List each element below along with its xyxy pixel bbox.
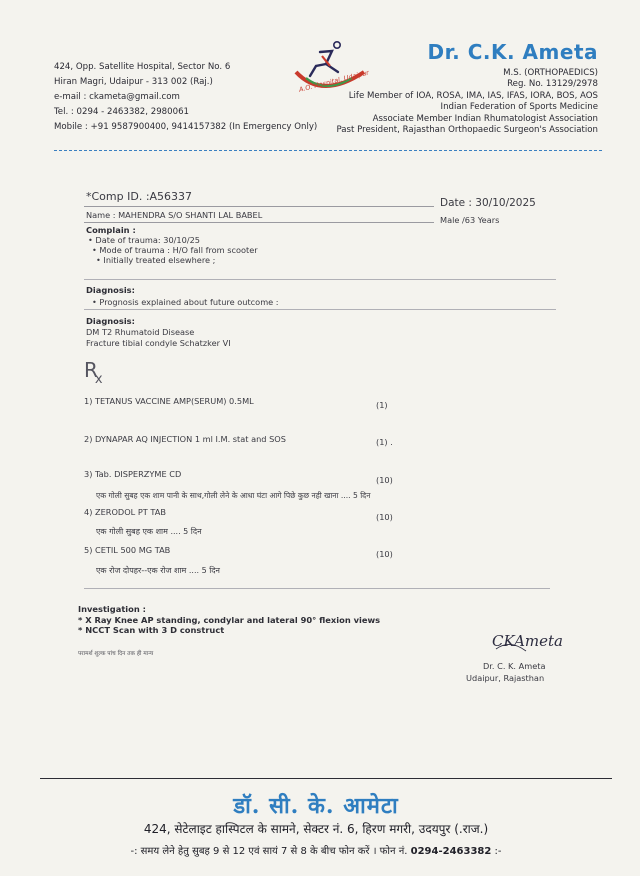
associate-line: Associate Member Indian Rhumatologist Association	[372, 113, 598, 124]
complain-divider	[84, 279, 556, 280]
email-line: e-mail : ckameta@gmail.com	[54, 92, 180, 102]
investigation-item: * NCCT Scan with 3 D construct	[78, 625, 225, 635]
header-right	[298, 40, 598, 136]
footer-timing-end: :-	[494, 846, 502, 857]
rx-divider	[84, 588, 550, 589]
medicine-qty: (10)	[376, 549, 393, 559]
complain-item: • Date of trauma: 30/10/25	[88, 235, 201, 245]
complain-section	[86, 225, 258, 265]
medicine-instruction: एक गोली सुबह एक शाम पानी के साथ,गोली लेने के आधा घंटा आगे पिछे कुछ नही खाना .... 5 दिन	[96, 491, 371, 500]
signature-text: CKAmeta	[492, 632, 563, 650]
comp-id: *Comp ID. :A56337	[86, 190, 193, 203]
signature	[490, 626, 563, 660]
complain-heading: Complain :	[86, 225, 136, 235]
diagnosis-divider	[84, 309, 556, 310]
footer-timing	[0, 843, 632, 857]
patient-divider-bottom	[84, 222, 434, 223]
footer-address: 424, सेटेलाइट हास्पिटल के सामने, सेक्टर नं. 6, हिरण मगरी, उदयपुर (.राज.)	[143, 822, 489, 836]
medicine-name: 2) DYNAPAR AQ INJECTION 1 ml I.M. stat and SOS	[84, 434, 286, 444]
medicine-name: 5) CETIL 500 MG TAB	[84, 545, 171, 555]
diagnosis-item: • Prognosis explained about future outcome :	[92, 297, 279, 307]
diagnosis-prognosis	[86, 284, 279, 308]
patient-divider-top	[84, 206, 434, 207]
consultation-note: परामर्श शुल्क पांच दिन तक ही मान्य	[78, 651, 154, 657]
diagnosis-heading: Diagnosis:	[86, 285, 135, 295]
diagnosis-line: Fracture tibial condyle Schatzker VI	[86, 338, 231, 348]
federation-line: Indian Federation of Sports Medicine	[440, 102, 598, 113]
rx-subscript: x	[94, 372, 103, 387]
footer-timing-text: -: समय लेने हेतु सुबह 9 से 12 एवं सायं 7 से 8 के बीच फोन करें । फोन नं.	[130, 846, 408, 857]
address-line: Hiran Magri, Udaipur - 313 002 (Raj.)	[54, 77, 213, 87]
mobile-line: Mobile : +91 9587900400, 9414157382 (In Emergency Only)	[54, 122, 318, 132]
complain-item: • Initially treated elsewhere ;	[96, 255, 216, 265]
qualification-line: M.S. (ORTHOPAEDICS)	[503, 68, 598, 78]
footer-divider	[40, 778, 612, 779]
medicine-qty: (1)	[376, 400, 388, 410]
diagnosis-conditions	[86, 316, 231, 349]
footer-phone: 0294-2463382	[410, 846, 492, 857]
rx-symbol	[84, 358, 106, 387]
patient-name: Name : MAHENDRA S/O SHANTI LAL BABEL	[86, 210, 263, 220]
signature-scribble-icon	[490, 626, 563, 656]
doctor-name: Dr. C.K. Ameta	[427, 40, 598, 64]
signature-name: Dr. C. K. Ameta	[483, 661, 546, 671]
investigation-section	[78, 604, 380, 636]
address-line: 424, Opp. Satellite Hospital, Sector No. 6	[54, 62, 231, 72]
diagnosis-heading: Diagnosis:	[86, 316, 135, 326]
medicine-name: 4) ZERODOL PT TAB	[84, 507, 166, 517]
footer-doctor-name: डॉ. सी. के. आमेटा	[233, 793, 399, 819]
patient-age-sex: Male /63 Years	[440, 215, 500, 225]
diagnosis-line: DM T2 Rhumatoid Disease	[86, 327, 195, 337]
investigation-item: * X Ray Knee AP standing, condylar and lateral 90° flexion views	[78, 614, 381, 625]
header-divider	[54, 150, 602, 151]
membership-line: Life Member of IOA, ROSA, IMA, IAS, IFAS, IORA, BOS, AOS	[348, 90, 598, 101]
medicine-qty: (10)	[376, 512, 393, 522]
complain-item: • Mode of trauma : H/O fall from scooter	[92, 245, 258, 255]
medicine-qty: (10)	[376, 475, 393, 485]
visit-date: Date : 30/10/2025	[440, 197, 536, 209]
signature-place: Udaipur, Rajasthan	[466, 673, 545, 683]
medicine-instruction: एक रोज दोपहर--एक रोज शाम .... 5 दिन	[96, 566, 220, 575]
telephone-line: Tel. : 0294 - 2463382, 2980061	[54, 107, 189, 117]
president-line: Past President, Rajasthan Orthopaedic Surgeon's Association	[336, 125, 598, 136]
investigation-heading: Investigation :	[78, 604, 146, 614]
medicine-qty: (1) .	[376, 437, 393, 447]
logo-caption: A.O. Hospital, Udaipur	[298, 68, 370, 94]
medicine-instruction: एक गोली सुबह एक शाम .... 5 दिन	[96, 527, 202, 536]
registration-line: Reg. No. 13129/2978	[507, 79, 598, 90]
rx-letter: R	[84, 358, 98, 382]
medicine-name: 1) TETANUS VACCINE AMP(SERUM) 0.5ML	[84, 396, 254, 406]
medicine-name: 3) Tab. DISPERZYME CD	[84, 469, 182, 479]
clinic-address	[54, 60, 317, 135]
